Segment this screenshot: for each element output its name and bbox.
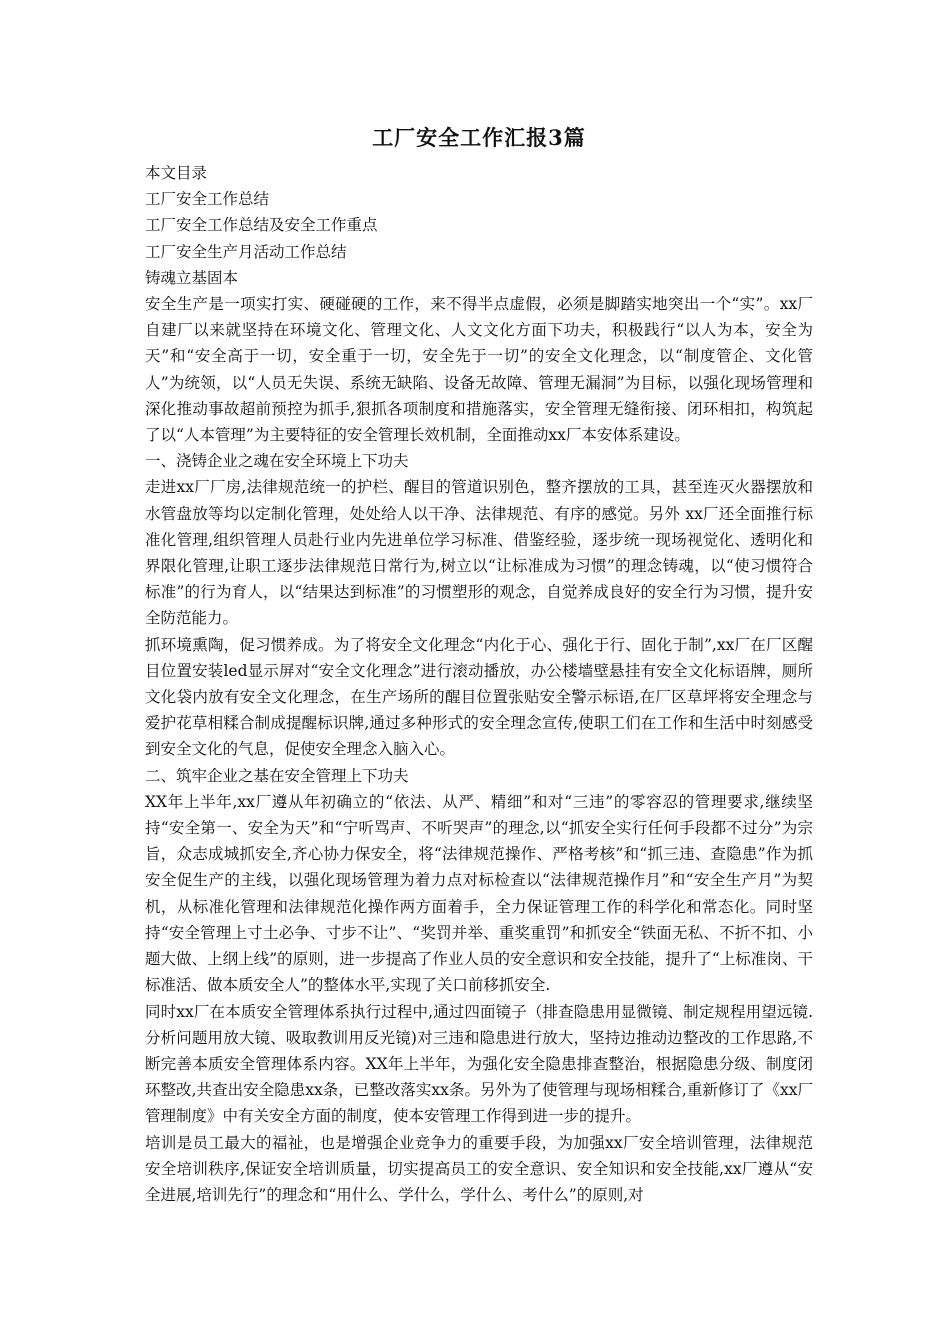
paragraph-training: 培训是员工最大的福祉，也是增强企业竞争力的重要手段，为加强xx厂安全培训管理，法律规范安全培训秩序,保证安全培训质量，切实提高员工的安全意识、安全知识和安全技能,xx厂遵从“安全进展,培训先行”的理念和“用什么、学什么，学什么、考什么”的原则,对 — [145, 1133, 813, 1204]
heading-part-one: 一、浇铸企业之魂在安全环境上下功夫 — [145, 452, 409, 471]
paragraph-four-mirrors: 同时xx厂在本质安全管理体系执行过程中,通过四面镜子（排查隐患用显微镜、制定规程用望远镜.分析问题用放大镜、吸取教训用反光镜)对三违和隐患进行放大，坚持边推动边整改的工作思路,不断完善本质安全管理体系内容。XX年上半年，为强化安全隐患排查整治，根据隐患分级、制度闭环整改,共查出安全隐患xx条，已整改落实xx条。另外为了使管理与现场相糅合,重新修订了《xx厂管理制度》中有关安全方面的制度，使本安管理工作得到进一步的提升。 — [145, 1002, 813, 1126]
paragraph-environment-influence: 抓环境熏陶，促习惯养成。为了将安全文化理念“内化于心、强化于行、固化于制”,xx厂在厂区醒目位置安装led显示屏对“安全文化理念”进行滚动播放，办公楼墙壁悬挂有安全文化标语牌，厕所文化袋内放有安全文化理念，在生产场所的醒目位置张贴安全警示标语,在厂区草坪将安全理念与爱护花草相糅合制成提醒标识牌,通过多种形式的安全理念宣传,使职工们在工作和生活中时刻感受到安全文化的气息，促使安全理念入脑入心。 — [145, 635, 813, 759]
toc-heading: 本文目录 — [145, 164, 208, 182]
paragraph-factory-environment: 走进xx厂厂房,法律规范统一的护栏、醒目的管道识别色，整齐摆放的工具，甚至连灭火器摆放和水管盘放等均以定制化管理，处处给人以干净、法律规范、有序的感觉。另外 xx厂还全面推行标准化管理,组织管理人员赴行业内先进单位学习标准、借鉴经验，逐步统一现场视觉化、透明化和界限化管理,让职工逐步法律规范日常行为,树立以“让标准成为习惯”的理念铸魂，以“使习惯符合标准”的行为育人，以“结果达到标准”的习惯塑形的观念，自觉养成良好的安全行为习惯，提升安全防范能力。 — [145, 478, 813, 628]
document-title: 工厂安全工作汇报3篇 — [372, 125, 586, 150]
toc-item-2[interactable]: 工厂安全工作总结及安全工作重点 — [145, 216, 378, 235]
document-page — [145, 118, 813, 1208]
section-title: 铸魂立基固本 — [145, 268, 239, 287]
heading-part-two: 二、筑牢企业之基在安全管理上下功夫 — [145, 766, 409, 785]
paragraph-intro: 安全生产是一项实打实、硬碰硬的工作，来不得半点虚假，必须是脚踏实地突出一个“实”。xx厂自建厂以来就坚持在环境文化、管理文化、人文文化方面下功夫，积极践行“以人为本，安全为天”和“安全高于一切，安全重于一切，安全先于一切”的安全文化理念，以“制度管企、文化管人”为统领，以“人员无失误、系统无缺陷、设备无故障、管理无漏洞”为目标，以强化现场管理和深化推动事故超前预控为抓手,狠抓各项制度和措施落实，安全管理无缝衔接、闭环相扣，构筑起了以“人本管理”为主要特征的安全管理长效机制，全面推动xx厂本安体系建设。 — [145, 295, 813, 445]
paragraph-first-half-year: XX年上半年,xx厂遵从年初确立的“依法、从严、精细”和对“三违”的零容忍的管理要求,继续坚持“安全第一、安全为天”和“宁听骂声、不听哭声”的理念,以“抓安全实行任何手段都不过分”为宗旨，众志成城抓安全,齐心协力保安全，将“法律规范操作、严格考核”和“抓三违、查隐患”作为抓安全促生产的主线，以强化现场管理为着力点对标检查以“法律规范操作月”和“安全生产月”为契机，从标准化管理和法律规范化操作两方面着手，全力保证管理工作的科学化和常态化。同时坚持“安全管理上寸土必争、寸步不让”、“奖罚并举、重奖重罚”和抓安全“铁面无私、不折不扣、小题大做、上纲上线”的原则，进一步提高了作业人员的安全意识和安全技能，提升了“上标准岗、干标准活、做本质安全人”的整体水平,实现了关口前移抓安全. — [145, 792, 813, 995]
toc-item-3[interactable]: 工厂安全生产月活动工作总结 — [145, 242, 347, 261]
toc-item-1[interactable]: 工厂安全工作总结 — [145, 190, 270, 209]
